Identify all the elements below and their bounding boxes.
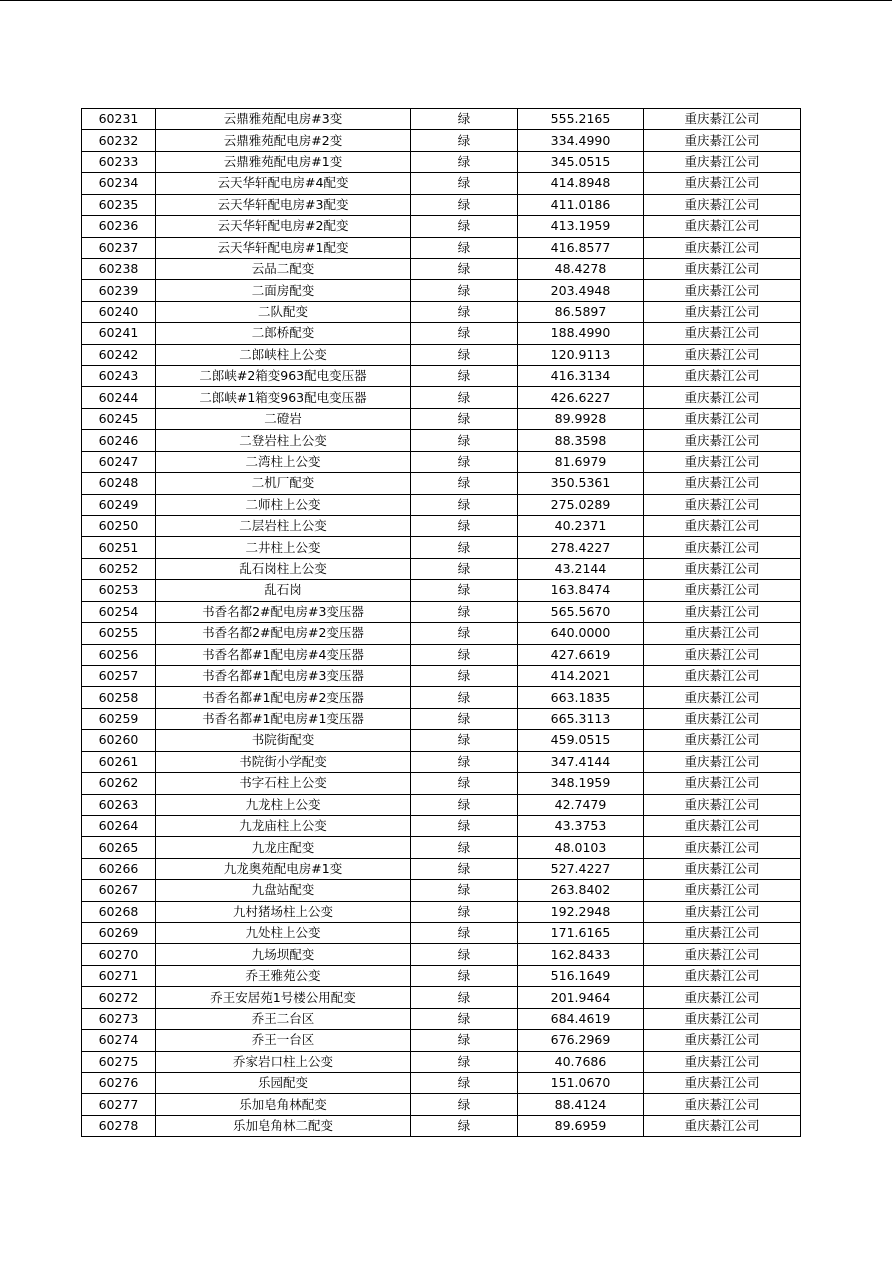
cell-color: 绿: [411, 344, 518, 365]
cell-id: 60264: [82, 815, 156, 836]
table-row: [82, 1115, 801, 1136]
table-row: [82, 130, 801, 151]
cell-color: 绿: [411, 580, 518, 601]
cell-value: 163.8474: [518, 580, 644, 601]
cell-value: 203.4948: [518, 280, 644, 301]
table-row: [82, 301, 801, 322]
cell-value: 413.1959: [518, 216, 644, 237]
cell-id: 60260: [82, 730, 156, 751]
table-row: [82, 216, 801, 237]
cell-company: 重庆綦江公司: [644, 687, 801, 708]
cell-id: 60248: [82, 473, 156, 494]
cell-value: 345.0515: [518, 151, 644, 172]
cell-value: 81.6979: [518, 451, 644, 472]
cell-name: 乔王一台区: [156, 1030, 411, 1051]
cell-id: 60250: [82, 516, 156, 537]
cell-name: 书香名都#1配电房#3变压器: [156, 665, 411, 686]
table-row: [82, 237, 801, 258]
cell-id: 60269: [82, 923, 156, 944]
cell-value: 88.3598: [518, 430, 644, 451]
cell-company: 重庆綦江公司: [644, 901, 801, 922]
table-row: [82, 258, 801, 279]
cell-color: 绿: [411, 965, 518, 986]
cell-color: 绿: [411, 451, 518, 472]
cell-name: 书院街小学配变: [156, 751, 411, 772]
table-row: [82, 430, 801, 451]
cell-value: 171.6165: [518, 923, 644, 944]
cell-color: 绿: [411, 430, 518, 451]
table-row: [82, 558, 801, 579]
cell-color: 绿: [411, 773, 518, 794]
cell-color: 绿: [411, 387, 518, 408]
table-row: [82, 601, 801, 622]
table-row: [82, 944, 801, 965]
cell-id: 60270: [82, 944, 156, 965]
cell-color: 绿: [411, 537, 518, 558]
cell-value: 89.6959: [518, 1115, 644, 1136]
cell-color: 绿: [411, 923, 518, 944]
table-row: [82, 687, 801, 708]
cell-name: 书香名都2#配电房#2变压器: [156, 623, 411, 644]
table-row: [82, 708, 801, 729]
cell-id: 60234: [82, 173, 156, 194]
cell-color: 绿: [411, 151, 518, 172]
cell-color: 绿: [411, 858, 518, 879]
table-row: [82, 623, 801, 644]
table-row: [82, 837, 801, 858]
cell-color: 绿: [411, 516, 518, 537]
table-row: [82, 580, 801, 601]
cell-id: 60232: [82, 130, 156, 151]
table-row: [82, 965, 801, 986]
cell-id: 60255: [82, 623, 156, 644]
table-row: [82, 901, 801, 922]
cell-value: 459.0515: [518, 730, 644, 751]
cell-id: 60271: [82, 965, 156, 986]
cell-company: 重庆綦江公司: [644, 858, 801, 879]
cell-id: 60235: [82, 194, 156, 215]
cell-color: 绿: [411, 558, 518, 579]
cell-value: 86.5897: [518, 301, 644, 322]
cell-company: 重庆綦江公司: [644, 773, 801, 794]
cell-company: 重庆綦江公司: [644, 644, 801, 665]
cell-name: 九龙奥苑配电房#1变: [156, 858, 411, 879]
cell-name: 云天华轩配电房#1配变: [156, 237, 411, 258]
cell-company: 重庆綦江公司: [644, 258, 801, 279]
cell-id: 60258: [82, 687, 156, 708]
cell-color: 绿: [411, 794, 518, 815]
cell-id: 60267: [82, 880, 156, 901]
cell-id: 60277: [82, 1094, 156, 1115]
cell-company: 重庆綦江公司: [644, 1051, 801, 1072]
cell-name: 云天华轩配电房#4配变: [156, 173, 411, 194]
cell-value: 188.4990: [518, 323, 644, 344]
table-row: [82, 323, 801, 344]
cell-value: 88.4124: [518, 1094, 644, 1115]
cell-company: 重庆綦江公司: [644, 1072, 801, 1093]
table-row: [82, 987, 801, 1008]
cell-company: 重庆綦江公司: [644, 494, 801, 515]
cell-id: 60265: [82, 837, 156, 858]
cell-color: 绿: [411, 237, 518, 258]
cell-name: 九盘站配变: [156, 880, 411, 901]
cell-name: 乱石岗柱上公变: [156, 558, 411, 579]
cell-company: 重庆綦江公司: [644, 837, 801, 858]
cell-value: 555.2165: [518, 109, 644, 130]
cell-value: 278.4227: [518, 537, 644, 558]
cell-name: 乐加皂角林二配变: [156, 1115, 411, 1136]
cell-name: 书香名都#1配电房#1变压器: [156, 708, 411, 729]
cell-id: 60240: [82, 301, 156, 322]
cell-value: 192.2948: [518, 901, 644, 922]
table-row: [82, 1094, 801, 1115]
cell-company: 重庆綦江公司: [644, 708, 801, 729]
cell-color: 绿: [411, 708, 518, 729]
cell-name: 乐加皂角林配变: [156, 1094, 411, 1115]
cell-value: 43.3753: [518, 815, 644, 836]
table-row: [82, 880, 801, 901]
cell-company: 重庆綦江公司: [644, 1030, 801, 1051]
cell-company: 重庆綦江公司: [644, 965, 801, 986]
cell-id: 60247: [82, 451, 156, 472]
cell-value: 348.1959: [518, 773, 644, 794]
table-row: [82, 344, 801, 365]
table-row: [82, 516, 801, 537]
cell-value: 414.8948: [518, 173, 644, 194]
cell-company: 重庆綦江公司: [644, 194, 801, 215]
table-row: [82, 494, 801, 515]
cell-name: 书香名都#1配电房#4变压器: [156, 644, 411, 665]
table-row: [82, 366, 801, 387]
cell-company: 重庆綦江公司: [644, 923, 801, 944]
cell-company: 重庆綦江公司: [644, 558, 801, 579]
data-table: [81, 108, 801, 1137]
cell-value: 516.1649: [518, 965, 644, 986]
cell-id: 60246: [82, 430, 156, 451]
cell-color: 绿: [411, 901, 518, 922]
table-row: [82, 151, 801, 172]
cell-company: 重庆綦江公司: [644, 473, 801, 494]
cell-name: 二郎峡#1箱变963配电变压器: [156, 387, 411, 408]
table-row: [82, 1030, 801, 1051]
table-row: [82, 858, 801, 879]
cell-color: 绿: [411, 987, 518, 1008]
cell-value: 416.3134: [518, 366, 644, 387]
table-row: [82, 473, 801, 494]
cell-color: 绿: [411, 494, 518, 515]
cell-company: 重庆綦江公司: [644, 408, 801, 429]
cell-color: 绿: [411, 323, 518, 344]
table-row: [82, 730, 801, 751]
cell-name: 乔王雅苑公变: [156, 965, 411, 986]
cell-color: 绿: [411, 837, 518, 858]
cell-id: 60233: [82, 151, 156, 172]
cell-id: 60252: [82, 558, 156, 579]
cell-company: 重庆綦江公司: [644, 387, 801, 408]
cell-value: 663.1835: [518, 687, 644, 708]
cell-company: 重庆綦江公司: [644, 173, 801, 194]
cell-company: 重庆綦江公司: [644, 216, 801, 237]
cell-name: 二磴岩: [156, 408, 411, 429]
cell-company: 重庆綦江公司: [644, 815, 801, 836]
cell-color: 绿: [411, 665, 518, 686]
cell-color: 绿: [411, 1072, 518, 1093]
cell-id: 60259: [82, 708, 156, 729]
cell-value: 565.5670: [518, 601, 644, 622]
cell-id: 60273: [82, 1008, 156, 1029]
cell-value: 263.8402: [518, 880, 644, 901]
cell-name: 九龙庄配变: [156, 837, 411, 858]
cell-company: 重庆綦江公司: [644, 537, 801, 558]
cell-id: 60254: [82, 601, 156, 622]
cell-name: 云鼎雅苑配电房#1变: [156, 151, 411, 172]
cell-company: 重庆綦江公司: [644, 580, 801, 601]
cell-value: 201.9464: [518, 987, 644, 1008]
cell-name: 九处柱上公变: [156, 923, 411, 944]
cell-color: 绿: [411, 280, 518, 301]
cell-id: 60272: [82, 987, 156, 1008]
table-row: [82, 794, 801, 815]
table-row: [82, 923, 801, 944]
cell-company: 重庆綦江公司: [644, 109, 801, 130]
cell-id: 60244: [82, 387, 156, 408]
table-row: [82, 537, 801, 558]
cell-value: 416.8577: [518, 237, 644, 258]
cell-color: 绿: [411, 1094, 518, 1115]
table-row: [82, 665, 801, 686]
cell-name: 乔王安居苑1号楼公用配变: [156, 987, 411, 1008]
cell-color: 绿: [411, 730, 518, 751]
cell-value: 411.0186: [518, 194, 644, 215]
cell-name: 二郎桥配变: [156, 323, 411, 344]
cell-name: 二层岩柱上公变: [156, 516, 411, 537]
cell-company: 重庆綦江公司: [644, 451, 801, 472]
cell-value: 151.0670: [518, 1072, 644, 1093]
cell-color: 绿: [411, 880, 518, 901]
top-rule: [0, 0, 892, 1]
cell-value: 527.4227: [518, 858, 644, 879]
cell-name: 云天华轩配电房#3配变: [156, 194, 411, 215]
cell-value: 684.4619: [518, 1008, 644, 1029]
cell-color: 绿: [411, 109, 518, 130]
cell-id: 60274: [82, 1030, 156, 1051]
cell-id: 60251: [82, 537, 156, 558]
cell-company: 重庆綦江公司: [644, 344, 801, 365]
cell-company: 重庆綦江公司: [644, 601, 801, 622]
table-row: [82, 408, 801, 429]
cell-id: 60275: [82, 1051, 156, 1072]
cell-company: 重庆綦江公司: [644, 730, 801, 751]
cell-id: 60261: [82, 751, 156, 772]
cell-name: 乐园配变: [156, 1072, 411, 1093]
cell-name: 书香名都#1配电房#2变压器: [156, 687, 411, 708]
cell-company: 重庆綦江公司: [644, 301, 801, 322]
cell-company: 重庆綦江公司: [644, 665, 801, 686]
cell-color: 绿: [411, 944, 518, 965]
cell-name: 二机厂配变: [156, 473, 411, 494]
cell-company: 重庆綦江公司: [644, 151, 801, 172]
cell-name: 二郎峡柱上公变: [156, 344, 411, 365]
table-row: [82, 451, 801, 472]
cell-id: 60238: [82, 258, 156, 279]
cell-color: 绿: [411, 216, 518, 237]
cell-color: 绿: [411, 258, 518, 279]
cell-company: 重庆綦江公司: [644, 516, 801, 537]
cell-name: 二郎峡#2箱变963配电变压器: [156, 366, 411, 387]
cell-name: 云鼎雅苑配电房#2变: [156, 130, 411, 151]
cell-name: 云天华轩配电房#2配变: [156, 216, 411, 237]
cell-id: 60249: [82, 494, 156, 515]
cell-value: 42.7479: [518, 794, 644, 815]
cell-color: 绿: [411, 751, 518, 772]
cell-color: 绿: [411, 408, 518, 429]
cell-name: 九龙柱上公变: [156, 794, 411, 815]
cell-name: 九村猪场柱上公变: [156, 901, 411, 922]
cell-value: 676.2969: [518, 1030, 644, 1051]
cell-name: 九龙庙柱上公变: [156, 815, 411, 836]
cell-name: 书字石柱上公变: [156, 773, 411, 794]
cell-company: 重庆綦江公司: [644, 1008, 801, 1029]
cell-id: 60236: [82, 216, 156, 237]
cell-value: 275.0289: [518, 494, 644, 515]
cell-name: 云鼎雅苑配电房#3变: [156, 109, 411, 130]
cell-name: 二井柱上公变: [156, 537, 411, 558]
table-row: [82, 815, 801, 836]
cell-color: 绿: [411, 173, 518, 194]
cell-company: 重庆綦江公司: [644, 987, 801, 1008]
table-row: [82, 751, 801, 772]
cell-color: 绿: [411, 194, 518, 215]
cell-name: 二师柱上公变: [156, 494, 411, 515]
cell-value: 350.5361: [518, 473, 644, 494]
cell-id: 60237: [82, 237, 156, 258]
cell-name: 二面房配变: [156, 280, 411, 301]
cell-value: 40.2371: [518, 516, 644, 537]
table-row: [82, 1072, 801, 1093]
cell-company: 重庆綦江公司: [644, 430, 801, 451]
cell-id: 60245: [82, 408, 156, 429]
cell-id: 60241: [82, 323, 156, 344]
table-row: [82, 280, 801, 301]
cell-color: 绿: [411, 687, 518, 708]
cell-company: 重庆綦江公司: [644, 623, 801, 644]
cell-id: 60276: [82, 1072, 156, 1093]
table-row: [82, 387, 801, 408]
cell-value: 120.9113: [518, 344, 644, 365]
cell-name: 二登岩柱上公变: [156, 430, 411, 451]
cell-value: 347.4144: [518, 751, 644, 772]
table-row: [82, 1008, 801, 1029]
cell-color: 绿: [411, 623, 518, 644]
cell-company: 重庆綦江公司: [644, 237, 801, 258]
cell-color: 绿: [411, 1051, 518, 1072]
table-row: [82, 644, 801, 665]
cell-name: 乔家岩口柱上公变: [156, 1051, 411, 1072]
cell-color: 绿: [411, 644, 518, 665]
table-row: [82, 1051, 801, 1072]
cell-value: 427.6619: [518, 644, 644, 665]
cell-color: 绿: [411, 366, 518, 387]
table-row: [82, 109, 801, 130]
cell-color: 绿: [411, 815, 518, 836]
cell-name: 二队配变: [156, 301, 411, 322]
cell-value: 48.4278: [518, 258, 644, 279]
cell-company: 重庆綦江公司: [644, 944, 801, 965]
table-body: [82, 109, 801, 1137]
cell-value: 43.2144: [518, 558, 644, 579]
table-row: [82, 773, 801, 794]
cell-value: 426.6227: [518, 387, 644, 408]
cell-id: 60239: [82, 280, 156, 301]
cell-company: 重庆綦江公司: [644, 794, 801, 815]
cell-id: 60263: [82, 794, 156, 815]
cell-id: 60268: [82, 901, 156, 922]
cell-value: 334.4990: [518, 130, 644, 151]
cell-value: 162.8433: [518, 944, 644, 965]
cell-company: 重庆綦江公司: [644, 880, 801, 901]
cell-id: 60243: [82, 366, 156, 387]
cell-color: 绿: [411, 1030, 518, 1051]
cell-id: 60256: [82, 644, 156, 665]
cell-company: 重庆綦江公司: [644, 323, 801, 344]
table-row: [82, 173, 801, 194]
cell-value: 665.3113: [518, 708, 644, 729]
cell-company: 重庆綦江公司: [644, 366, 801, 387]
cell-id: 60253: [82, 580, 156, 601]
cell-value: 89.9928: [518, 408, 644, 429]
cell-color: 绿: [411, 473, 518, 494]
cell-name: 乔王二台区: [156, 1008, 411, 1029]
cell-company: 重庆綦江公司: [644, 1115, 801, 1136]
cell-color: 绿: [411, 130, 518, 151]
cell-id: 60278: [82, 1115, 156, 1136]
cell-color: 绿: [411, 301, 518, 322]
cell-id: 60242: [82, 344, 156, 365]
cell-id: 60257: [82, 665, 156, 686]
cell-id: 60266: [82, 858, 156, 879]
cell-color: 绿: [411, 1115, 518, 1136]
cell-name: 书香名都2#配电房#3变压器: [156, 601, 411, 622]
table-row: [82, 194, 801, 215]
cell-company: 重庆綦江公司: [644, 751, 801, 772]
cell-id: 60262: [82, 773, 156, 794]
cell-name: 书院街配变: [156, 730, 411, 751]
cell-value: 640.0000: [518, 623, 644, 644]
cell-company: 重庆綦江公司: [644, 130, 801, 151]
cell-color: 绿: [411, 601, 518, 622]
cell-value: 414.2021: [518, 665, 644, 686]
cell-name: 云品二配变: [156, 258, 411, 279]
cell-name: 九场坝配变: [156, 944, 411, 965]
cell-name: 二湾柱上公变: [156, 451, 411, 472]
cell-value: 48.0103: [518, 837, 644, 858]
cell-name: 乱石岗: [156, 580, 411, 601]
cell-color: 绿: [411, 1008, 518, 1029]
cell-company: 重庆綦江公司: [644, 280, 801, 301]
cell-company: 重庆綦江公司: [644, 1094, 801, 1115]
cell-value: 40.7686: [518, 1051, 644, 1072]
cell-id: 60231: [82, 109, 156, 130]
